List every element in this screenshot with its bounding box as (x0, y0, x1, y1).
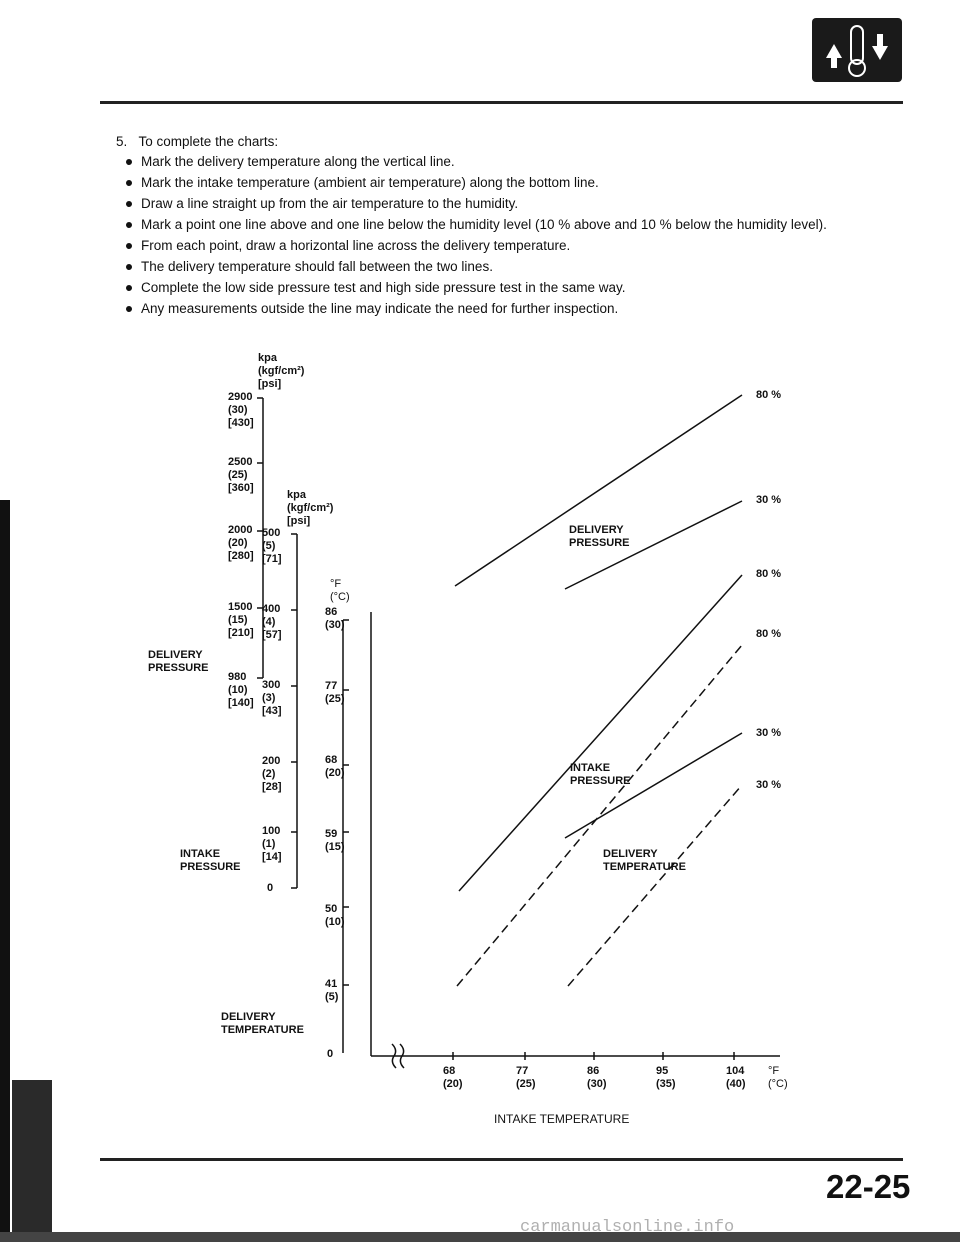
bullet-item: From each point, draw a horizontal line across the delivery temperature. (116, 237, 911, 255)
tick-label: 68 (20) (325, 754, 345, 779)
bullet-item: Mark the intake temperature (ambient air temperature) along the bottom line. (116, 174, 911, 192)
delivery-temperature-unit: °F (°C) (330, 578, 350, 603)
delivery-temperature-80-line (457, 645, 742, 986)
delivery-temperature-30-line (568, 785, 742, 986)
step-title: To complete the charts: (138, 134, 279, 149)
intake-pressure-axis-title: INTAKE PRESSURE (180, 848, 241, 873)
intake-pressure-unit: kpa (kgf/cm²) [psi] (287, 489, 334, 527)
tick-label: 77 (25) (516, 1065, 536, 1090)
tick-label: 0 (267, 882, 274, 894)
tick-label: 68 (20) (443, 1065, 463, 1090)
delivery-pressure-80-line (455, 395, 742, 586)
delivery-pressure-unit: kpa (kgf/cm²) [psi] (258, 352, 305, 390)
tick-label: 100 (1) [14] (262, 825, 282, 863)
tick-label: 104 (40) (726, 1065, 746, 1090)
tick-label: 500 (5) [71] (262, 527, 282, 565)
bullet-item: The delivery temperature should fall between the two lines. (116, 258, 911, 276)
bullet-item: Draw a line straight up from the air temperature to the humidity. (116, 195, 911, 213)
tick-label: 86 (30) (587, 1065, 607, 1090)
tick-label: 200 (2) [28] (262, 755, 282, 793)
series-label-delivery-temperature: DELIVERY TEMPERATURE (603, 848, 686, 873)
delivery-temperature-axis-title: DELIVERY TEMPERATURE (221, 1011, 304, 1036)
series-label-intake-pressure: INTAKE PRESSURE (570, 762, 631, 787)
intake-temperature-axis-title: INTAKE TEMPERATURE (494, 1112, 630, 1126)
bullet-item: Complete the low side pressure test and high side pressure test in the same way. (116, 279, 911, 297)
tick-label: 86 (30) (325, 606, 345, 631)
humidity-label: 80 % (756, 628, 782, 640)
series-label-delivery-pressure: DELIVERY PRESSURE (569, 524, 630, 549)
tick-label: 41 (5) (325, 978, 339, 1003)
humidity-label: 30 % (756, 494, 782, 506)
humidity-label: 30 % (756, 727, 782, 739)
humidity-label: 80 % (756, 389, 782, 401)
tick-label: 77 (25) (325, 680, 345, 705)
watermark: carmanualsonline.info (520, 1218, 735, 1237)
tick-label: 95 (35) (656, 1065, 676, 1090)
tick-label: 400 (4) [57] (262, 603, 282, 641)
tick-label: 2500 (25) [360] (228, 456, 254, 494)
tick-label: 980 (10) [140] (228, 671, 254, 709)
tick-label: 300 (3) [43] (262, 679, 282, 717)
page-number: 22-25 (826, 1168, 911, 1205)
bottom-rule (100, 1158, 903, 1161)
bullet-item: Mark a point one line above and one line below the humidity level (10 % above and 10 % below the humidity level). (116, 216, 911, 234)
tick-label: 2000 (20) [280] (228, 524, 254, 562)
step-number: 5. (116, 134, 128, 149)
bullet-item: Mark the delivery temperature along the vertical line. (116, 153, 911, 171)
delivery-pressure-axis-title: DELIVERY PRESSURE (148, 649, 209, 674)
tick-label: 2900 (30) [430] (228, 391, 254, 429)
tick-label: 50 (10) (325, 903, 345, 928)
tick-label: 59 (15) (325, 828, 345, 853)
bullet-item: Any measurements outside the line may indicate the need for further inspection. (116, 300, 911, 318)
humidity-label: 30 % (756, 779, 782, 791)
tick-label: 1500 (15) [210] (228, 601, 254, 639)
intake-pressure-80-line (459, 575, 742, 891)
tick-label: 0 (327, 1048, 334, 1060)
humidity-label: 80 % (756, 568, 782, 580)
intake-temperature-unit: °F (°C) (768, 1065, 788, 1090)
